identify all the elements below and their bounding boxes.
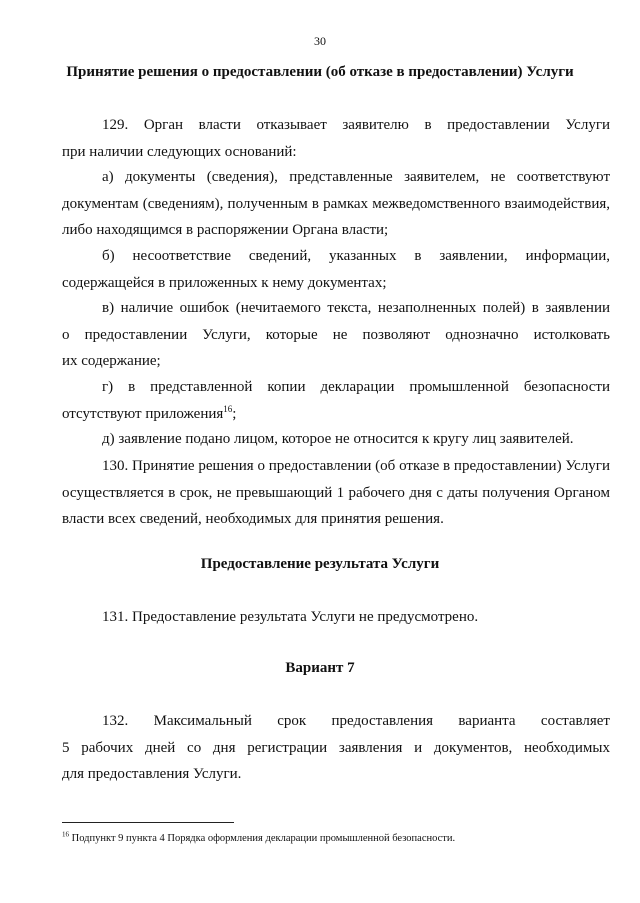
paragraph-131: [62, 604, 610, 631]
footnote-number: 16: [62, 830, 69, 839]
paragraph-b-line-1: б) несоответствие сведений, указанных в заявлении, информации,: [102, 248, 610, 264]
paragraph-v: [62, 295, 610, 375]
paragraph-b: [62, 243, 610, 296]
paragraph-130-line-2: осуществляется в срок, не превышающий 1 рабочего дня с даты получения Органом: [62, 484, 610, 501]
paragraph-d-line-1: д) заявление подано лицом, которое не относится к кругу лиц заявителей.: [102, 431, 574, 447]
footnote-reference-16[interactable]: 16: [223, 403, 233, 414]
paragraph-129-line-2: при наличии следующих оснований:: [62, 143, 297, 160]
paragraph-g-line-2-end: ;: [232, 405, 237, 422]
paragraph-130-line-3: власти всех сведений, необходимых для принятия решения.: [62, 511, 444, 527]
paragraph-d: [62, 426, 610, 453]
paragraph-g-line-1: г) в представленной копии декларации промышленной безопасности: [102, 379, 610, 395]
paragraph-129-line-1: 129. Орган власти отказывает заявителю в предоставлении Услуги: [102, 117, 610, 133]
page-number: 30: [314, 34, 326, 48]
paragraph-a-line-3: либо находящимся в распоряжении Органа власти;: [62, 222, 389, 238]
paragraph-131-line-1: 131. Предоставление результата Услуги не предусмотрено.: [102, 609, 479, 625]
paragraph-b-line-2: содержащейся в приложенных к нему документах;: [62, 274, 387, 291]
paragraph-130: [62, 453, 610, 533]
section-heading-variant-7: Вариант 7: [285, 660, 355, 676]
paragraph-v-line-2: о предоставлении Услуги, которые не позволяют однозначно истолковать: [62, 326, 610, 343]
paragraph-130-line-1: 130. Принятие решения о предоставлении (об отказе в предоставлении) Услуги: [102, 458, 610, 474]
paragraph-g-line-2-text: отсутствуют приложения: [62, 405, 224, 422]
paragraph-a: [62, 164, 610, 244]
paragraph-v-line-3: их содержание;: [62, 353, 161, 369]
footnote-divider: [62, 822, 234, 823]
paragraph-g: [62, 374, 610, 427]
paragraph-132-line-1: 132. Максимальный срок предоставления варианта составляет: [102, 713, 610, 729]
paragraph-g-line-2: [62, 401, 610, 428]
paragraph-a-line-2: документам (сведениям), полученным в рамках межведомственного взаимодействия,: [62, 195, 610, 212]
paragraph-129: [62, 112, 610, 165]
paragraph-132-line-2: 5 рабочих дней со дня регистрации заявления и документов, необходимых: [62, 739, 610, 756]
paragraph-132-line-3: для предоставления Услуги.: [62, 766, 242, 782]
paragraph-v-line-1: в) наличие ошибок (нечитаемого текста, незаполненных полей) в заявлении: [102, 300, 610, 316]
footnote-16: [62, 832, 610, 845]
paragraph-a-line-1: а) документы (сведения), представленные заявителем, не соответствуют: [102, 169, 610, 185]
section-heading-decision: Принятие решения о предоставлении (об отказе в предоставлении) Услуги: [66, 64, 574, 80]
footnote-text: Подпункт 9 пункта 4 Порядка оформления декларации промышленной безопасности.: [69, 833, 456, 844]
section-heading-result: Предоставление результата Услуги: [200, 556, 440, 572]
paragraph-132: [62, 708, 610, 788]
